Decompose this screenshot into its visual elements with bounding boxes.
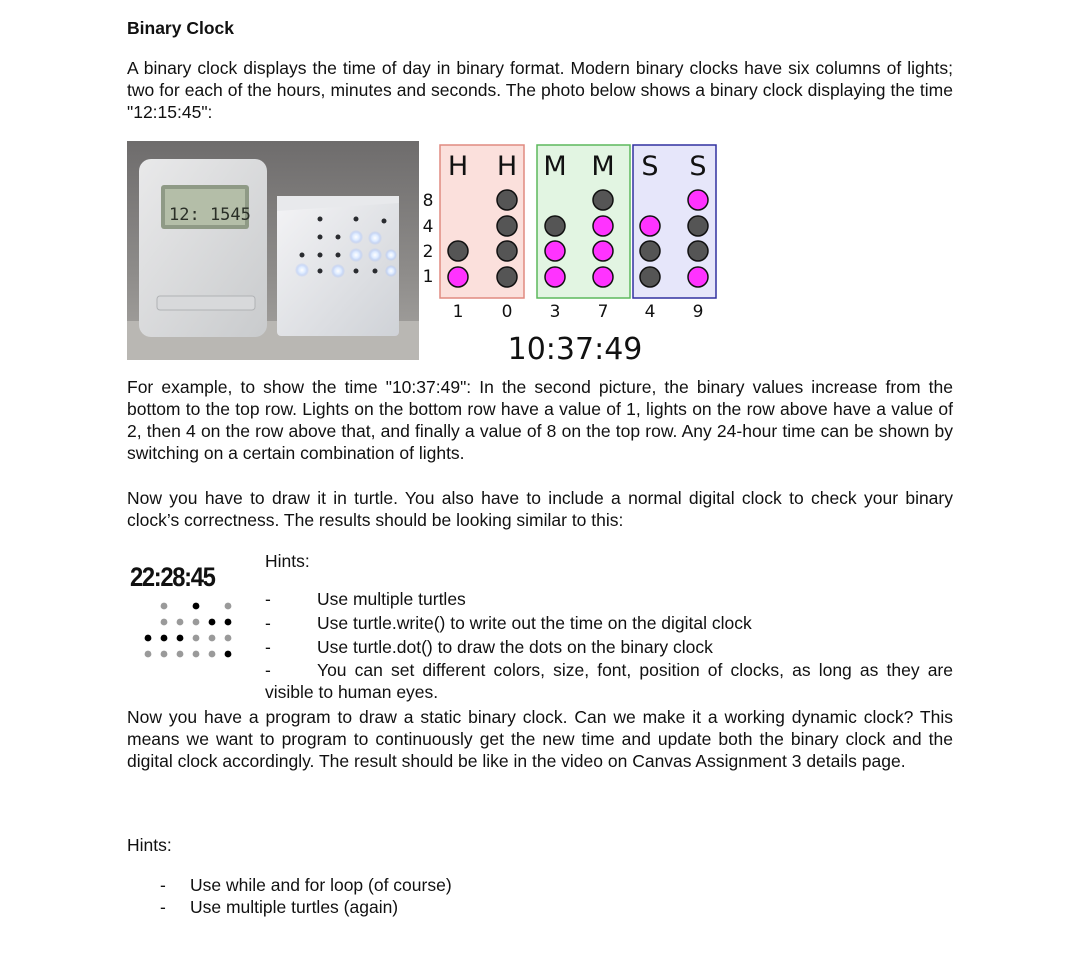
digit-seconds-ones: 9 [692,302,704,322]
binary-dot-off [497,216,517,236]
document-title: Binary Clock [127,18,234,38]
mini-dot-off [193,635,200,642]
mini-dot-on [193,603,200,610]
mini-dot-off [145,651,152,658]
binary-dot-on [545,241,565,261]
hint-dash: - [265,613,271,633]
digit-hours-ones: 0 [501,302,513,322]
column-header-minutes-tens: M [543,151,567,182]
binary-clock-diagram [419,141,739,369]
lcd-readout: 12: 1545 [169,205,251,225]
list-text: Use while and for loop (of course) [190,875,452,895]
binary-dot-on [688,267,708,287]
binary-dot-on [545,267,565,287]
mini-dot-on [225,619,232,626]
column-header-hours-ones: H [496,151,518,182]
binary-dot-off [497,190,517,210]
digit-seconds-tens: 4 [644,302,656,322]
binary-dot-on [448,267,468,287]
list-text: Use multiple turtles (again) [190,897,399,917]
column-header-minutes-ones: M [591,151,615,182]
binary-dot-on [593,241,613,261]
binary-dot-off [640,241,660,261]
hint-dash: - [265,589,271,609]
hint-dash: - [265,637,271,657]
row-label-2: 2 [422,242,434,262]
hint-text: You can set different colors, size, font, position of clocks, as long as they are visible to human eyes. [265,660,953,702]
column-header-hours-tens: H [447,151,469,182]
mini-dot-off [193,651,200,658]
binary-dot-off [688,241,708,261]
binary-dot-off [640,267,660,287]
hints-label: Hints: [265,551,310,571]
dynamic-paragraph: Now you have a program to draw a static binary clock. Can we make it a working dynamic clock? This means we want to program to continuously get the new time and update both the binary clock and the digital clock accordingly. The result should be like in the video on Canvas Assignment 3 details page. [127,707,953,771]
list-dash: - [160,875,166,895]
diagram-time: 10:37:49 [507,332,643,367]
binary-dot-off [497,241,517,261]
mini-dot-off [161,619,168,626]
mini-dot-off [225,635,232,642]
column-header-seconds-tens: S [641,151,659,182]
mini-dot-off [161,603,168,610]
hint-dash: - [265,660,271,680]
mini-dot-off [209,651,216,658]
digit-minutes-ones: 7 [597,302,609,322]
example-binary-clock [140,598,240,688]
list-dash: - [160,897,166,917]
binary-clock-photo [127,141,419,360]
digit-hours-tens: 1 [452,302,464,322]
hints2-label: Hints: [127,835,172,855]
binary-dot-on [593,267,613,287]
mini-dot-on [145,635,152,642]
binary-dot-off [688,216,708,236]
mini-dot-on [177,635,184,642]
binary-dot-off [448,241,468,261]
binary-dot-off [593,190,613,210]
hint-text: Use turtle.write() to write out the time on the digital clock [317,613,752,633]
digit-minutes-tens: 3 [549,302,561,322]
mini-dot-on [161,635,168,642]
mini-dot-off [209,635,216,642]
hint-item [265,659,953,703]
mini-dot-off [177,619,184,626]
column-header-seconds-ones: S [689,151,707,182]
binary-dot-on [640,216,660,236]
example-paragraph: For example, to show the time "10:37:49": In the second picture, the binary values increase from the bottom to the top row. Lights on the bottom row have a value of 1, lights on the row above have a value of 2, then 4 on the row above that, and finally a value of 8 on the top row. Any 24-hour time can be shown by switching on a certain combination of lights. [127,377,953,463]
turtle-paragraph: Now you have to draw it in turtle. You also have to include a normal digital clock to check your binary clock’s correctness. The results should be looking similar to this: [127,488,953,530]
binary-dot-on [593,216,613,236]
hint-text: Use multiple turtles [317,589,466,609]
row-label-1: 1 [422,267,434,287]
row-label-8: 8 [422,191,434,211]
mini-dot-off [193,619,200,626]
mini-dot-on [209,619,216,626]
mini-dot-off [225,603,232,610]
mini-dot-on [225,651,232,658]
hint-text: Use turtle.dot() to draw the dots on the binary clock [317,637,713,657]
intro-paragraph: A binary clock displays the time of day in binary format. Modern binary clocks have six columns of lights; two for each of the hours, minutes and seconds. The photo below shows a binary clock displaying the time "12:15:45": [127,58,953,122]
binary-dot-off [545,216,565,236]
row-label-4: 4 [422,217,434,237]
example-digital-clock: 22:28:45 [130,562,215,592]
mini-dot-off [161,651,168,658]
binary-dot-on [688,190,708,210]
mini-dot-off [177,651,184,658]
binary-dot-off [497,267,517,287]
